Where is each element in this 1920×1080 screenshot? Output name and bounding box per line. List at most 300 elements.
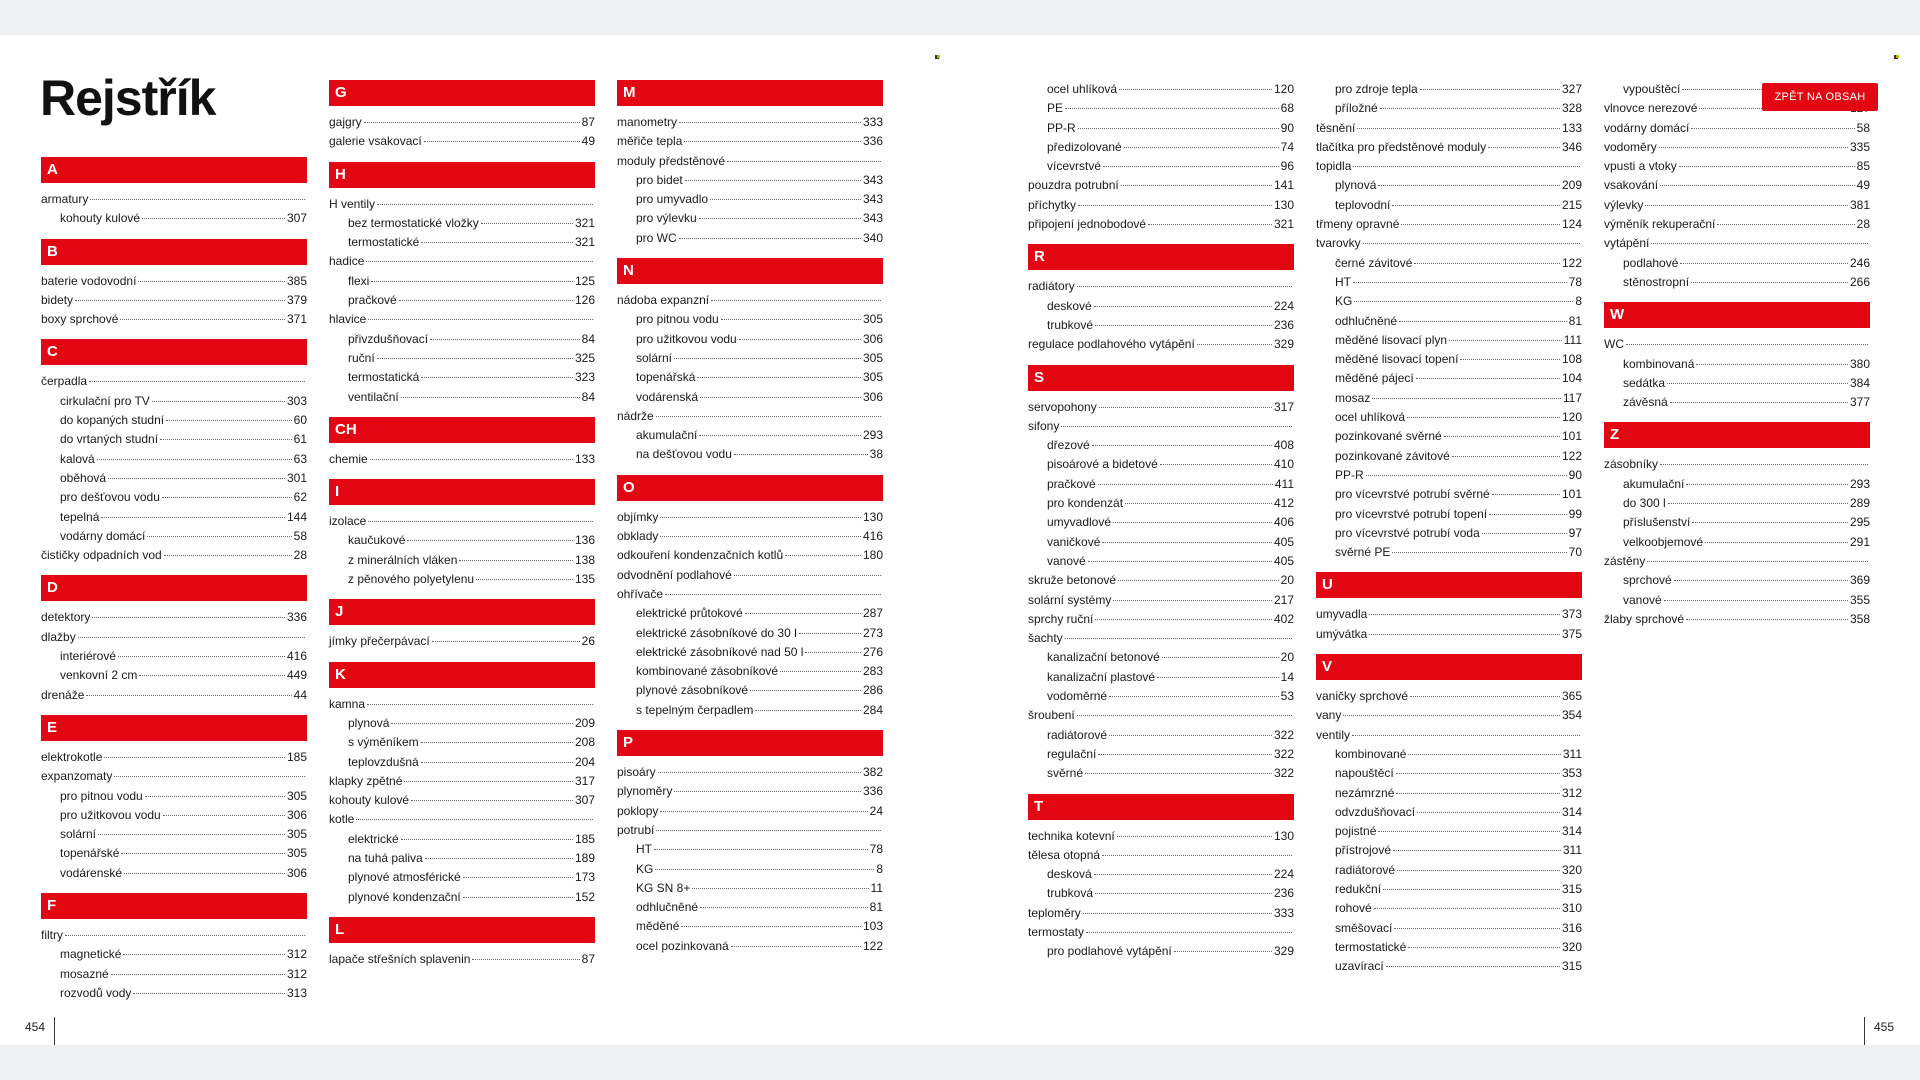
index-entry[interactable] xyxy=(41,546,307,565)
index-entry[interactable] xyxy=(1028,196,1294,215)
index-subentry[interactable] xyxy=(1316,880,1582,899)
index-subentry[interactable] xyxy=(617,426,883,445)
dot-leader xyxy=(1396,773,1560,774)
index-subentry[interactable] xyxy=(617,604,883,623)
index-entry[interactable] xyxy=(617,802,883,821)
index-entry[interactable] xyxy=(329,695,595,714)
dot-leader xyxy=(476,579,573,580)
index-subentry[interactable] xyxy=(329,233,595,252)
index-entry[interactable] xyxy=(329,450,595,469)
index-subentry[interactable] xyxy=(1028,494,1294,513)
entry-label: kaučukové xyxy=(348,533,406,548)
index-subentry[interactable] xyxy=(41,666,307,685)
index-subentry[interactable] xyxy=(1316,254,1582,273)
index-entry[interactable] xyxy=(1316,138,1582,157)
index-subentry[interactable] xyxy=(1316,784,1582,803)
index-entry[interactable] xyxy=(41,372,307,391)
index-entry[interactable] xyxy=(1028,629,1294,648)
index-entry[interactable] xyxy=(1028,846,1294,865)
index-subentry[interactable] xyxy=(1604,494,1870,513)
entry-page-number: 135 xyxy=(574,572,595,587)
index-entry[interactable] xyxy=(329,632,595,651)
index-subentry[interactable] xyxy=(1316,80,1582,99)
index-subentry[interactable] xyxy=(329,330,595,349)
index-subentry[interactable] xyxy=(1604,475,1870,494)
entry-label: bez termostatické vložky xyxy=(348,215,479,230)
entry-label: nezámrzné xyxy=(1335,785,1395,800)
index-subentry[interactable] xyxy=(1316,899,1582,918)
index-entry[interactable] xyxy=(1316,726,1582,745)
index-subentry[interactable] xyxy=(617,898,883,917)
index-subentry[interactable] xyxy=(1316,919,1582,938)
index-subentry[interactable] xyxy=(1316,841,1582,860)
index-subentry[interactable] xyxy=(1028,513,1294,532)
index-entry[interactable] xyxy=(617,132,883,151)
dot-leader xyxy=(1686,619,1848,620)
index-subentry[interactable] xyxy=(329,214,595,233)
index-entry[interactable] xyxy=(1604,119,1870,138)
index-subentry[interactable] xyxy=(617,171,883,190)
index-entry[interactable] xyxy=(1028,827,1294,846)
dot-leader xyxy=(1449,340,1562,341)
index-subentry[interactable] xyxy=(617,643,883,662)
index-subentry[interactable] xyxy=(617,330,883,349)
entry-page-number: 215 xyxy=(1561,197,1582,212)
index-subentry[interactable] xyxy=(329,368,595,387)
index-subentry[interactable] xyxy=(41,392,307,411)
index-entry[interactable] xyxy=(41,926,307,945)
entry-label: odvodnění podlahové xyxy=(617,567,732,582)
index-entry[interactable] xyxy=(41,628,307,647)
index-subentry[interactable] xyxy=(41,825,307,844)
index-entry[interactable] xyxy=(329,791,595,810)
index-subentry[interactable] xyxy=(617,349,883,368)
dot-leader xyxy=(75,300,285,301)
index-subentry[interactable] xyxy=(1028,668,1294,687)
dot-leader xyxy=(120,319,285,320)
dot-leader xyxy=(145,796,285,797)
index-subentry[interactable] xyxy=(329,291,595,310)
dot-leader xyxy=(750,690,861,691)
index-entry[interactable] xyxy=(1604,176,1870,195)
entry-page-number: 84 xyxy=(581,389,595,404)
index-subentry[interactable] xyxy=(1316,957,1582,976)
index-entry[interactable] xyxy=(1316,706,1582,725)
index-subentry[interactable] xyxy=(1604,393,1870,412)
index-subentry[interactable] xyxy=(1604,355,1870,374)
entry-page-number: 185 xyxy=(574,831,595,846)
index-subentry[interactable] xyxy=(1316,292,1582,311)
index-entry[interactable] xyxy=(329,132,595,151)
section-header: J xyxy=(329,599,595,625)
index-subentry[interactable] xyxy=(617,445,883,464)
dot-leader xyxy=(139,675,285,676)
index-subentry[interactable] xyxy=(1316,938,1582,957)
section-header: Z xyxy=(1604,422,1870,448)
dot-leader xyxy=(660,811,867,812)
entry-label: vodárenská xyxy=(636,389,699,404)
index-subentry[interactable] xyxy=(617,368,883,387)
index-subentry[interactable] xyxy=(1316,408,1582,427)
section-header: B xyxy=(41,239,307,265)
index-subentry[interactable] xyxy=(1316,764,1582,783)
index-subentry[interactable] xyxy=(1028,726,1294,745)
index-subentry[interactable] xyxy=(1316,505,1582,524)
index-subentry[interactable] xyxy=(41,411,307,430)
index-subentry[interactable] xyxy=(329,830,595,849)
entry-page-number: 99 xyxy=(1568,506,1582,521)
index-entry[interactable] xyxy=(41,190,307,209)
index-entry[interactable] xyxy=(1028,923,1294,942)
index-subentry[interactable] xyxy=(617,310,883,329)
index-entry[interactable] xyxy=(1316,687,1582,706)
index-column-2 xyxy=(329,80,595,969)
index-entry[interactable] xyxy=(41,608,307,627)
index-subentry[interactable] xyxy=(1028,552,1294,571)
index-subentry[interactable] xyxy=(617,937,883,956)
entry-page-number: 321 xyxy=(1273,217,1294,232)
index-entry[interactable] xyxy=(617,527,883,546)
index-subentry[interactable] xyxy=(1316,312,1582,331)
page-title: Rejstřík xyxy=(40,70,216,126)
index-subentry[interactable] xyxy=(1316,466,1582,485)
index-entry[interactable] xyxy=(1316,625,1582,644)
index-subentry[interactable] xyxy=(617,624,883,643)
index-entry[interactable] xyxy=(617,821,883,840)
index-subentry[interactable] xyxy=(1028,80,1294,99)
index-entry[interactable] xyxy=(1316,605,1582,624)
entry-page-number: 96 xyxy=(1280,159,1294,174)
index-subentry[interactable] xyxy=(41,647,307,666)
index-subentry[interactable] xyxy=(617,388,883,407)
index-subentry[interactable] xyxy=(41,806,307,825)
index-subentry[interactable] xyxy=(1316,389,1582,408)
entry-page-number: 283 xyxy=(862,664,883,679)
index-subentry[interactable] xyxy=(1604,571,1870,590)
entry-label: umývátka xyxy=(1316,626,1368,641)
index-entry[interactable] xyxy=(329,195,595,214)
index-subentry[interactable] xyxy=(41,984,307,1003)
index-subentry[interactable] xyxy=(617,681,883,700)
index-subentry[interactable] xyxy=(1316,369,1582,388)
dot-leader xyxy=(118,656,285,657)
section-header: C xyxy=(41,339,307,365)
back-to-contents-button[interactable]: ZPĚT NA OBSAH xyxy=(1762,83,1878,111)
entry-label: poklopy xyxy=(617,803,659,818)
index-subentry[interactable] xyxy=(617,190,883,209)
index-entry[interactable] xyxy=(41,291,307,310)
entry-label: pro pitnou vodu xyxy=(60,788,143,803)
dot-leader xyxy=(1488,147,1560,148)
dot-leader xyxy=(1092,445,1272,446)
index-subentry[interactable] xyxy=(329,531,595,550)
index-subentry[interactable] xyxy=(1316,447,1582,466)
index-column-5 xyxy=(1316,80,1582,976)
index-subentry[interactable] xyxy=(1028,436,1294,455)
dot-leader xyxy=(86,695,291,696)
index-subentry[interactable] xyxy=(1604,273,1870,292)
dot-leader xyxy=(1352,735,1580,736)
index-entry[interactable] xyxy=(1316,215,1582,234)
index-subentry[interactable] xyxy=(1316,427,1582,446)
index-entry[interactable] xyxy=(1604,157,1870,176)
dot-leader xyxy=(1102,855,1292,856)
index-entry[interactable] xyxy=(617,566,883,585)
index-subentry[interactable] xyxy=(1028,138,1294,157)
index-entry[interactable] xyxy=(41,767,307,786)
index-entry[interactable] xyxy=(1028,591,1294,610)
entry-label: flexi xyxy=(348,273,370,288)
index-entry[interactable] xyxy=(1604,138,1870,157)
index-subentry[interactable] xyxy=(41,209,307,228)
index-subentry[interactable] xyxy=(41,945,307,964)
index-subentry[interactable] xyxy=(329,349,595,368)
index-subentry[interactable] xyxy=(329,388,595,407)
index-entry[interactable] xyxy=(1028,706,1294,725)
entry-label: tělesa otopná xyxy=(1028,847,1101,862)
index-subentry[interactable] xyxy=(1316,350,1582,369)
index-entry[interactable] xyxy=(617,585,883,604)
dot-leader xyxy=(1380,108,1560,109)
dot-leader xyxy=(1174,951,1272,952)
index-entry[interactable] xyxy=(1028,277,1294,296)
index-subentry[interactable] xyxy=(1316,524,1582,543)
index-subentry[interactable] xyxy=(41,844,307,863)
index-subentry[interactable] xyxy=(617,840,883,859)
index-subentry[interactable] xyxy=(329,714,595,733)
dot-leader xyxy=(404,781,573,782)
dot-leader xyxy=(1399,321,1567,322)
entry-page-number: 379 xyxy=(286,292,307,307)
dot-leader xyxy=(421,242,573,243)
index-subentry[interactable] xyxy=(1316,745,1582,764)
entry-label: ocel uhlíková xyxy=(1047,82,1118,96)
index-entry[interactable] xyxy=(1028,335,1294,354)
index-subentry[interactable] xyxy=(329,733,595,752)
index-entry[interactable] xyxy=(329,512,595,531)
index-subentry[interactable] xyxy=(617,209,883,228)
index-entry[interactable] xyxy=(1604,215,1870,234)
index-entry[interactable] xyxy=(41,272,307,291)
index-subentry[interactable] xyxy=(41,488,307,507)
index-subentry[interactable] xyxy=(1316,331,1582,350)
dot-leader xyxy=(160,439,292,440)
index-entry[interactable] xyxy=(329,810,595,829)
index-entry[interactable] xyxy=(329,772,595,791)
index-subentry[interactable] xyxy=(1028,157,1294,176)
index-subentry[interactable] xyxy=(1316,485,1582,504)
entry-label: mosaz xyxy=(1335,390,1371,405)
entry-label: velkoobjemové xyxy=(1623,534,1704,549)
index-subentry[interactable] xyxy=(617,879,883,898)
section-header: A xyxy=(41,157,307,183)
index-subentry[interactable] xyxy=(1604,254,1870,273)
index-entry[interactable] xyxy=(1028,610,1294,629)
index-subentry[interactable] xyxy=(1028,764,1294,783)
index-subentry[interactable] xyxy=(1604,591,1870,610)
index-entry[interactable] xyxy=(1604,196,1870,215)
index-entry[interactable] xyxy=(617,763,883,782)
index-entry[interactable] xyxy=(1316,234,1582,253)
entry-label: kanalizační betonové xyxy=(1047,650,1160,665)
index-entry[interactable] xyxy=(329,950,595,969)
dot-leader xyxy=(370,459,573,460)
dot-leader xyxy=(1679,166,1855,167)
entry-page-number: 305 xyxy=(862,350,883,365)
dot-leader xyxy=(1416,378,1560,379)
entry-label: zásobníky xyxy=(1604,457,1659,472)
index-entry[interactable] xyxy=(1028,215,1294,234)
index-subentry[interactable] xyxy=(1028,316,1294,335)
index-subentry[interactable] xyxy=(1316,176,1582,195)
index-subentry[interactable] xyxy=(1316,803,1582,822)
dot-leader xyxy=(98,834,285,835)
entry-page-number: 411 xyxy=(1274,476,1294,491)
index-subentry[interactable] xyxy=(1316,99,1582,118)
entry-page-number: 320 xyxy=(1561,939,1582,954)
entry-page-number: 369 xyxy=(1849,573,1870,588)
entry-label: plynoměry xyxy=(617,784,673,799)
index-subentry[interactable] xyxy=(1028,99,1294,118)
entry-label: tlačítka pro předstěnové moduly xyxy=(1316,139,1487,154)
entry-page-number: 11 xyxy=(870,880,883,895)
index-subentry[interactable] xyxy=(1028,475,1294,494)
index-entry[interactable] xyxy=(617,407,883,426)
index-subentry[interactable] xyxy=(329,551,595,570)
index-entry[interactable] xyxy=(1604,610,1870,629)
entry-label: akumulační xyxy=(1623,476,1685,491)
dot-leader xyxy=(1414,263,1560,264)
index-entry[interactable] xyxy=(1028,904,1294,923)
dot-leader xyxy=(1482,533,1567,534)
index-entry[interactable] xyxy=(617,113,883,132)
dot-leader xyxy=(1492,494,1560,495)
index-subentry[interactable] xyxy=(1316,861,1582,880)
index-entry[interactable] xyxy=(1028,176,1294,195)
index-subentry[interactable] xyxy=(617,662,883,681)
index-entry[interactable] xyxy=(1316,157,1582,176)
entry-page-number: 246 xyxy=(1849,255,1870,270)
entry-page-number: 185 xyxy=(286,749,307,764)
index-subentry[interactable] xyxy=(1604,513,1870,532)
index-subentry[interactable] xyxy=(1604,374,1870,393)
entry-page-number: 382 xyxy=(862,765,883,780)
index-subentry[interactable] xyxy=(1604,533,1870,552)
index-subentry[interactable] xyxy=(41,450,307,469)
index-entry[interactable] xyxy=(1028,398,1294,417)
index-subentry[interactable] xyxy=(1028,865,1294,884)
dot-leader xyxy=(805,652,861,653)
index-subentry[interactable] xyxy=(329,868,595,887)
entry-page-number: 111 xyxy=(1563,332,1582,347)
index-subentry[interactable] xyxy=(1028,648,1294,667)
dot-leader xyxy=(481,223,573,224)
index-subentry[interactable] xyxy=(617,229,883,248)
index-entry[interactable] xyxy=(1604,234,1870,253)
entry-page-number: 303 xyxy=(286,393,307,408)
entry-page-number: 365 xyxy=(1561,689,1582,704)
index-subentry[interactable] xyxy=(329,570,595,589)
entry-page-number: 224 xyxy=(1273,867,1294,882)
entry-page-number: 136 xyxy=(574,533,595,548)
entry-label: termostatické xyxy=(348,235,420,250)
index-entry[interactable] xyxy=(329,113,595,132)
dot-leader xyxy=(1077,286,1292,287)
index-subentry[interactable] xyxy=(329,753,595,772)
dot-leader xyxy=(1664,600,1848,601)
index-entry[interactable] xyxy=(1604,552,1870,571)
index-subentry[interactable] xyxy=(1028,297,1294,316)
index-entry[interactable] xyxy=(41,748,307,767)
index-entry[interactable] xyxy=(1316,119,1582,138)
entry-page-number: 316 xyxy=(1561,920,1582,935)
index-entry[interactable] xyxy=(41,310,307,329)
dot-leader xyxy=(1121,185,1272,186)
entry-page-number: 336 xyxy=(862,134,883,149)
entry-label: sifony xyxy=(1028,418,1060,433)
index-subentry[interactable] xyxy=(41,430,307,449)
index-subentry[interactable] xyxy=(41,508,307,527)
entry-label: redukční xyxy=(1335,881,1382,896)
index-subentry[interactable] xyxy=(41,864,307,883)
index-subentry[interactable] xyxy=(329,888,595,907)
index-subentry[interactable] xyxy=(1028,884,1294,903)
index-entry[interactable] xyxy=(617,546,883,565)
dot-leader xyxy=(1102,542,1272,543)
index-entry[interactable] xyxy=(1604,455,1870,474)
index-subentry[interactable] xyxy=(617,860,883,879)
index-entry[interactable] xyxy=(617,152,883,171)
index-subentry[interactable] xyxy=(41,965,307,984)
index-subentry[interactable] xyxy=(1316,196,1582,215)
index-subentry[interactable] xyxy=(1028,687,1294,706)
index-subentry[interactable] xyxy=(1028,942,1294,961)
index-subentry[interactable] xyxy=(1028,533,1294,552)
index-subentry[interactable] xyxy=(41,527,307,546)
index-subentry[interactable] xyxy=(41,469,307,488)
index-entry[interactable] xyxy=(617,508,883,527)
dot-leader xyxy=(1078,128,1279,129)
index-subentry[interactable] xyxy=(1316,273,1582,292)
dot-leader xyxy=(1363,243,1580,244)
index-entry[interactable] xyxy=(329,310,595,329)
index-subentry[interactable] xyxy=(1316,822,1582,841)
dot-leader xyxy=(472,959,579,960)
dot-leader xyxy=(1357,128,1560,129)
index-entry[interactable] xyxy=(329,252,595,271)
entry-label: teplovzdušná xyxy=(348,754,419,769)
index-entry[interactable] xyxy=(617,291,883,310)
index-subentry[interactable] xyxy=(1028,745,1294,764)
index-entry[interactable] xyxy=(1604,335,1870,354)
index-subentry[interactable] xyxy=(1316,543,1582,562)
index-subentry[interactable] xyxy=(1028,455,1294,474)
index-entry[interactable] xyxy=(41,686,307,705)
entry-label: kotle xyxy=(329,812,355,827)
dot-leader xyxy=(1444,436,1560,437)
index-subentry[interactable] xyxy=(329,272,595,291)
index-entry[interactable] xyxy=(1028,571,1294,590)
index-entry[interactable] xyxy=(617,782,883,801)
index-subentry[interactable] xyxy=(617,701,883,720)
index-subentry[interactable] xyxy=(617,917,883,936)
index-subentry[interactable] xyxy=(41,787,307,806)
entry-label: ventilační xyxy=(348,389,399,404)
index-entry[interactable] xyxy=(1028,417,1294,436)
index-subentry[interactable] xyxy=(1028,119,1294,138)
index-subentry[interactable] xyxy=(329,849,595,868)
entry-page-number: 180 xyxy=(862,548,883,563)
